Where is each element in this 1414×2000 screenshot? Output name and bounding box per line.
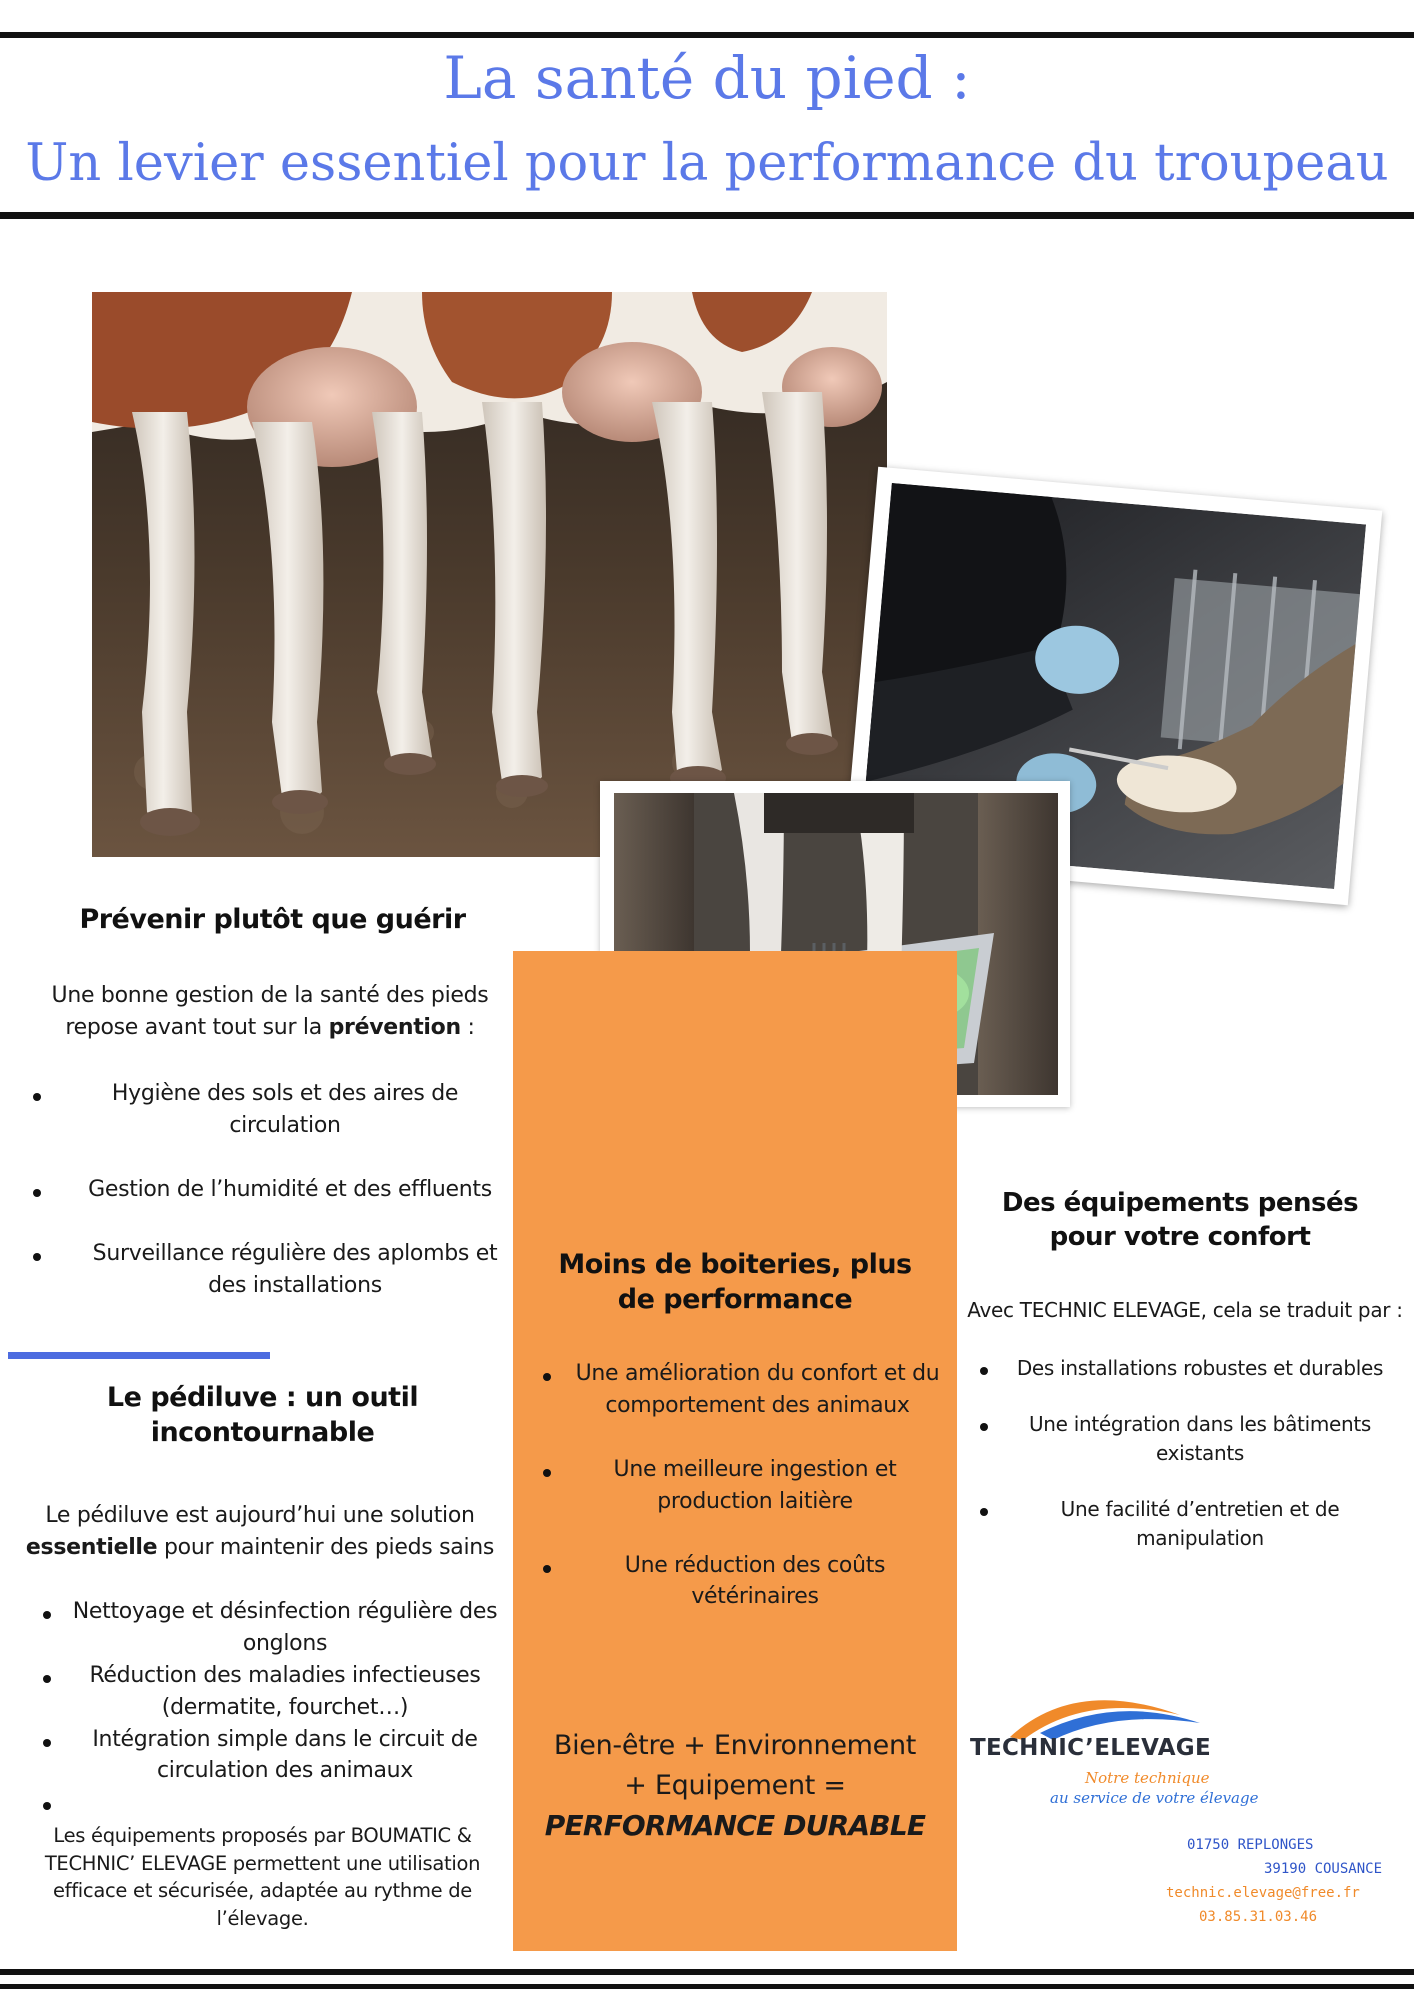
list-item: Gestion de l’humidité et des effluents [30, 1174, 500, 1206]
contact-address-2: 39190 COUSANCE [1264, 1861, 1383, 1877]
list-item: Intégration simple dans le circuit de circulation des animaux [35, 1724, 505, 1788]
pediluve-intro: Le pédiluve est aujourd’hui une solution essentielle pour maintenir des pieds sains [25, 1503, 495, 1560]
prevention-list [30, 1078, 500, 1301]
equipment-intro: Avec TECHNIC ELEVAGE, cela se traduit par : [967, 1298, 1403, 1322]
pediluve-list [35, 1596, 505, 1787]
list-item: Une facilité d’entretien et de manipulation [970, 1495, 1390, 1553]
list-item: Hygiène des sols et des aires de circulation [30, 1078, 500, 1142]
formula-line-2: + Equipement = [624, 1770, 846, 1801]
list-item: Surveillance régulière des aplombs et des installations [30, 1238, 500, 1302]
contact-phone[interactable]: 03.85.31.03.46 [1199, 1909, 1318, 1925]
section-divider [8, 1352, 270, 1359]
title-line-2: Un levier essentiel pour la performance du troupeau [25, 134, 1389, 193]
logo-tagline-2: au service de votre élevage [1050, 1789, 1259, 1807]
prevention-intro: Une bonne gestion de la santé des pieds repose avant tout sur la prévention : [51, 983, 489, 1040]
list-item: Réduction des maladies infectieuses (dermatite, fourchet…) [35, 1660, 505, 1724]
list-item: Des installations robustes et durables [970, 1354, 1390, 1383]
list-item: Une meilleure ingestion et production laitière [535, 1454, 945, 1518]
formula-line-1: Bien-être + Environnement [553, 1730, 917, 1761]
top-rule [0, 32, 1414, 38]
prevention-bold-word: prévention [328, 1014, 461, 1040]
prevention-title: Prévenir plutôt que guérir [79, 904, 466, 935]
pediluve-bold-word: essentielle [25, 1534, 158, 1560]
pediluve-closing: Les équipements proposés par BOUMATIC & TECHNIC’ ELEVAGE permettent une utilisation efficace et sécurisée, adaptée au rythme de l’élevage. [44, 1824, 481, 1931]
equipment-title: Des équipements pensés pour votre confort [1001, 1188, 1359, 1252]
bottom-rule-2 [0, 1984, 1414, 1989]
formula-result: PERFORMANCE DURABLE [544, 1809, 926, 1842]
title-bottom-rule [0, 212, 1414, 219]
logo-tagline-1: Notre technique [1085, 1769, 1210, 1787]
cow-legs-photo [92, 292, 887, 857]
title-line-1: La santé du pied : [443, 44, 971, 112]
equipment-list [970, 1354, 1390, 1553]
bottom-rule-1 [0, 1969, 1414, 1975]
benefits-list [535, 1358, 945, 1613]
contact-email[interactable]: technic.elevage@free.fr [1166, 1885, 1360, 1901]
list-item: Une réduction des coûts vétérinaires [535, 1550, 945, 1614]
bullet-empty [43, 1802, 51, 1810]
list-item: Une intégration dans les bâtiments existants [970, 1410, 1390, 1468]
company-logo [965, 1685, 1259, 1815]
list-item: Nettoyage et désinfection régulière des onglons [35, 1596, 505, 1660]
benefits-title: Moins de boiteries, plus de performance [558, 1249, 912, 1316]
contact-address-1: 01750 REPLONGES [1187, 1837, 1314, 1853]
pediluve-title: Le pédiluve : un outil incontournable [106, 1382, 419, 1449]
logo-name: TECHNIC’ELEVAGE [970, 1735, 1212, 1761]
list-item: Une amélioration du confort et du comportement des animaux [535, 1358, 945, 1422]
